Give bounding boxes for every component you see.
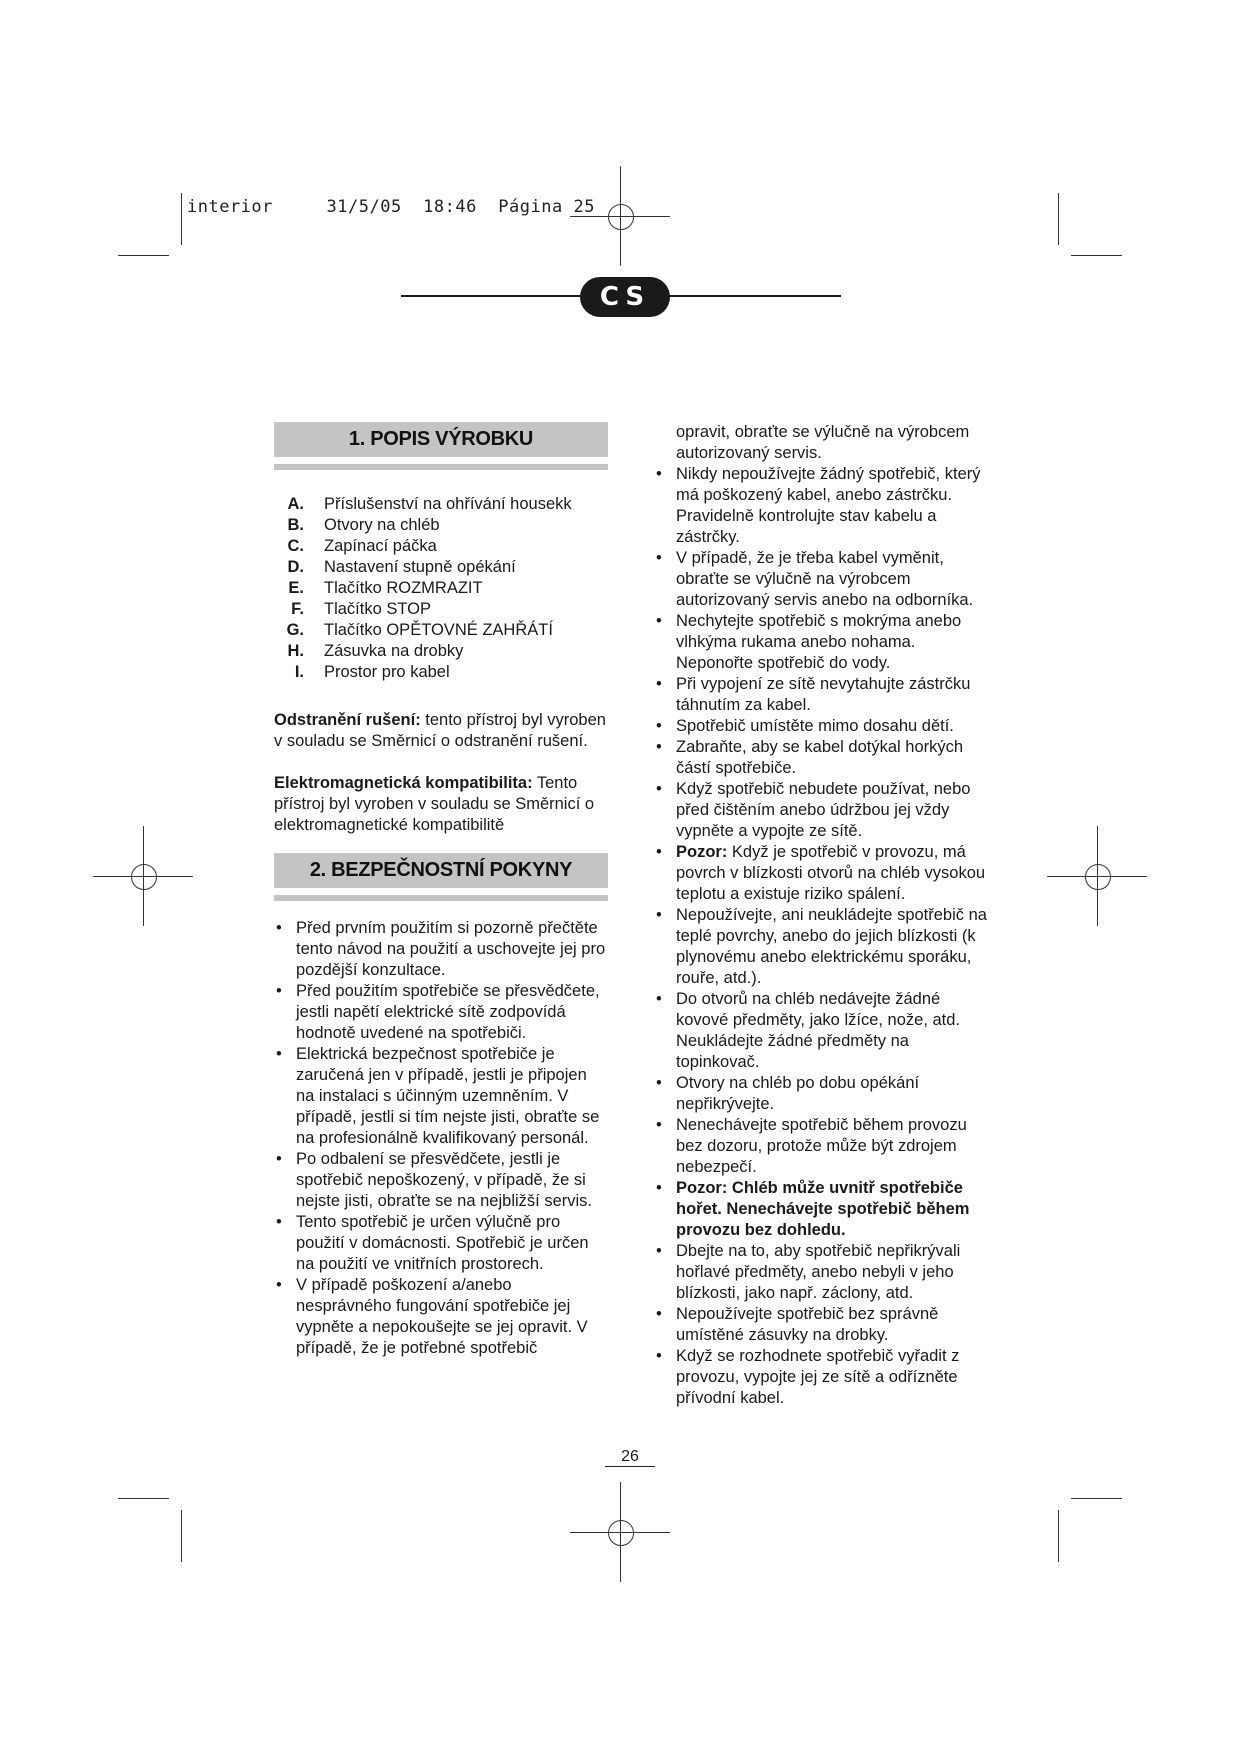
list-item: [654, 1178, 994, 1241]
part-label: Tlačítko ROZMRAZIT: [324, 579, 483, 597]
part-letter: G.: [286, 621, 304, 639]
bullet: •: [656, 780, 662, 798]
list-item: [274, 557, 608, 578]
crop-mark: [1071, 1498, 1122, 1499]
section-rule: [274, 895, 608, 901]
list-item: [274, 662, 608, 683]
bullet: •: [656, 843, 662, 861]
bullet-text: Nenechávejte spotřebič během provozu bez dozoru, protože může být zdrojem nebezpečí.: [676, 1116, 967, 1176]
bullet: •: [656, 465, 662, 483]
registration-mark-left: [93, 826, 193, 926]
crop-mark: [1058, 193, 1059, 245]
part-letter: A.: [287, 495, 304, 513]
bullet: •: [276, 1150, 282, 1168]
print-slug: interior 31/5/05 18:46 Página 25: [187, 197, 595, 217]
list-item: [654, 1304, 994, 1346]
bullet: •: [656, 906, 662, 924]
language-rule-left: [401, 295, 586, 297]
list-item: [654, 1346, 994, 1409]
list-item: [274, 578, 608, 599]
part-label: Tlačítko STOP: [324, 600, 431, 618]
continuation-text: opravit, obraťte se výlučně na výrobcem autorizovaný servis.: [676, 423, 970, 462]
bullet-text: Při vypojení ze sítě nevytahujte zástrčku táhnutím za kabel.: [676, 675, 971, 714]
bullet-text: Spotřebič umístěte mimo dosahu dětí.: [676, 717, 954, 735]
interference-label: Odstranění rušení:: [274, 711, 421, 729]
bullet-text: Nepoužívejte spotřebič bez správně umístěné zásuvky na drobky.: [676, 1305, 939, 1344]
bullet-bold-text: Pozor: Chléb může uvnitř spotřebiče hořet. Nenechávejte spotřebič během provozu bez dohledu.: [676, 1179, 970, 1239]
list-item: [274, 641, 608, 662]
bullet: •: [276, 982, 282, 1000]
list-item: [654, 779, 994, 842]
list-item: [654, 716, 994, 737]
bullet: •: [656, 738, 662, 756]
bullet: •: [276, 919, 282, 937]
list-item: [654, 1115, 994, 1178]
bullet-text: Když se rozhodnete spotřebič vyřadit z provozu, vypojte jej ze sítě a odřízněte přívodní kabel.: [676, 1347, 960, 1407]
list-item: [274, 620, 608, 641]
bullet: •: [276, 1213, 282, 1231]
bullet: •: [656, 1074, 662, 1092]
bullet: •: [656, 549, 662, 567]
bullet-text: V případě, že je třeba kabel vyměnit, obraťte se výlučně na výrobcem autorizovaný servis anebo na odborníka.: [676, 549, 974, 609]
emc-text: Tento přístroj byl vyroben v souladu se Směrnicí o elektromagnetické kompatibilitě: [274, 774, 595, 834]
crop-mark: [1071, 255, 1122, 256]
section-title-safety-instructions: 2. BEZPEČNOSTNÍ POKYNY: [274, 853, 608, 888]
part-letter: C.: [287, 537, 304, 555]
language-rule-right: [664, 295, 841, 297]
bullet-text: Dbejte na to, aby spotřebič nepřikrývali hořlavé předměty, anebo nebyli v jeho blízkosti, jako např. záclony, atd.: [676, 1242, 961, 1302]
part-letter: E.: [288, 579, 304, 597]
part-letter: I.: [294, 663, 304, 681]
list-item: [654, 842, 994, 905]
bullet: •: [656, 675, 662, 693]
bullet-text: V případě poškození a/anebo nesprávného fungování spotřebiče jej vypněte a nepokoušejte se jej opravit. V případě, že je potřebné spotřebič: [296, 1276, 588, 1357]
safety-list-left: [274, 918, 608, 1359]
part-label: Otvory na chléb: [324, 516, 440, 534]
part-letter: B.: [287, 516, 304, 534]
list-item: [274, 536, 608, 557]
bullet: •: [276, 1276, 282, 1294]
crop-mark: [181, 1510, 182, 1562]
bullet: •: [656, 1305, 662, 1323]
bullet-text: Když spotřebič nebudete používat, nebo před čištěním anebo údržbou jej vždy vypněte a vypojte ze sítě.: [676, 780, 971, 840]
bullet: •: [656, 1179, 662, 1197]
part-letter: F.: [291, 600, 304, 618]
crop-mark: [118, 255, 169, 256]
list-item: [274, 515, 608, 536]
parts-list: [274, 494, 608, 683]
bullet-text: Tento spotřebič je určen výlučně pro použití v domácnosti. Spotřebič je určen na použití ve vnitřních prostorech.: [296, 1213, 589, 1273]
bullet-bold-text: Pozor:: [676, 843, 728, 861]
part-label: Nastavení stupně opékání: [324, 558, 516, 576]
bullet-text: Po odbalení se přesvědčete, jestli je spotřebič nepoškozený, v případě, že si nejste jisti, obraťte se na nejbližší servis.: [296, 1150, 592, 1210]
bullet-text: Nepoužívejte, ani neukládejte spotřebič na teplé povrchy, anebo do jejich blízkosti (k plynovému anebo elektrickému sporáku, rouře, atd.).: [676, 906, 987, 987]
page-number: 26: [605, 1448, 655, 1467]
bullet: •: [656, 1116, 662, 1134]
bullet-text: Před použitím spotřebiče se přesvědčete, jestli napětí elektrické sítě zodpovídá hodnotě uvedené na spotřebiči.: [296, 982, 600, 1042]
emc-paragraph: [274, 773, 608, 836]
list-item: [654, 611, 994, 674]
bullet: •: [656, 1242, 662, 1260]
emc-label: Elektromagnetická kompatibilita:: [274, 774, 533, 792]
part-letter: H.: [287, 642, 304, 660]
bullet-text: Nechytejte spotřebič s mokrýma anebo vlhkýma rukama anebo nohama. Neponořte spotřebič do vody.: [676, 612, 962, 672]
list-item: [654, 737, 994, 779]
language-badge: CS: [580, 277, 670, 317]
list-item: [274, 1149, 608, 1212]
registration-mark-right: [1047, 826, 1147, 926]
section-rule: [274, 464, 608, 470]
right-column: [654, 422, 994, 1409]
part-label: Zásuvka na drobky: [324, 642, 464, 660]
interference-paragraph: [274, 710, 608, 752]
safety-list-right: [654, 464, 994, 1409]
bullet: •: [656, 612, 662, 630]
list-item: [274, 1275, 608, 1359]
bullet-text: Před prvním použitím si pozorně přečtěte tento návod na použití a uschovejte jej pro pozdější konzultace.: [296, 919, 606, 979]
list-item: [654, 1073, 994, 1115]
part-label: Příslušenství na ohřívání housekk: [324, 495, 572, 513]
bullet: •: [656, 717, 662, 735]
bullet: •: [656, 1347, 662, 1365]
bullet: •: [656, 990, 662, 1008]
left-column: [274, 422, 608, 1359]
bullet: •: [276, 1045, 282, 1063]
crop-mark: [118, 1498, 169, 1499]
list-item: [654, 989, 994, 1073]
bullet-text: Zabraňte, aby se kabel dotýkal horkých částí spotřebiče.: [676, 738, 964, 777]
list-item: [274, 494, 608, 515]
list-item: [274, 1212, 608, 1275]
list-item: [654, 905, 994, 989]
part-letter: D.: [287, 558, 304, 576]
section-title-product-description: 1. POPIS VÝROBKU: [274, 422, 608, 457]
list-item: [654, 548, 994, 611]
crop-mark: [1058, 1510, 1059, 1562]
crop-mark: [181, 193, 182, 245]
list-item: [654, 1241, 994, 1304]
interference-text: tento přístroj byl vyroben v souladu se Směrnicí o odstranění rušení.: [274, 711, 606, 750]
registration-mark-bottom: [570, 1482, 670, 1582]
list-item: [274, 918, 608, 981]
list-item: [654, 674, 994, 716]
part-label: Prostor pro kabel: [324, 663, 450, 681]
list-item: [274, 981, 608, 1044]
list-item: [274, 599, 608, 620]
bullet-text: Nikdy nepoužívejte žádný spotřebič, který má poškozený kabel, anebo zástrčku. Pravidelně kontrolujte stav kabelu a zástrčky.: [676, 465, 981, 546]
list-item: [274, 1044, 608, 1149]
bullet-text: Když je spotřebič v provozu, má povrch v blízkosti otvorů na chléb vysokou teplotu a existuje riziko spálení.: [676, 843, 986, 903]
part-label: Tlačítko OPĚTOVNÉ ZAHŘÁTÍ: [324, 621, 553, 639]
list-item: [654, 464, 994, 548]
bullet-text: Elektrická bezpečnost spotřebiče je zaručená jen v případě, jestli je připojen na instalaci s účinným uzemněním. V případě, jestli si tím nejste jisti, obraťte se na profesionálně kvalifikovaný personál.: [296, 1045, 600, 1147]
bullet-text: Do otvorů na chléb nedávejte žádné kovové předměty, jako lžíce, nože, atd. Neukládejte žádné předměty na topinkovač.: [676, 990, 961, 1071]
bullet-text: Otvory na chléb po dobu opékání nepřikrývejte.: [676, 1074, 920, 1113]
part-label: Zapínací páčka: [324, 537, 437, 555]
